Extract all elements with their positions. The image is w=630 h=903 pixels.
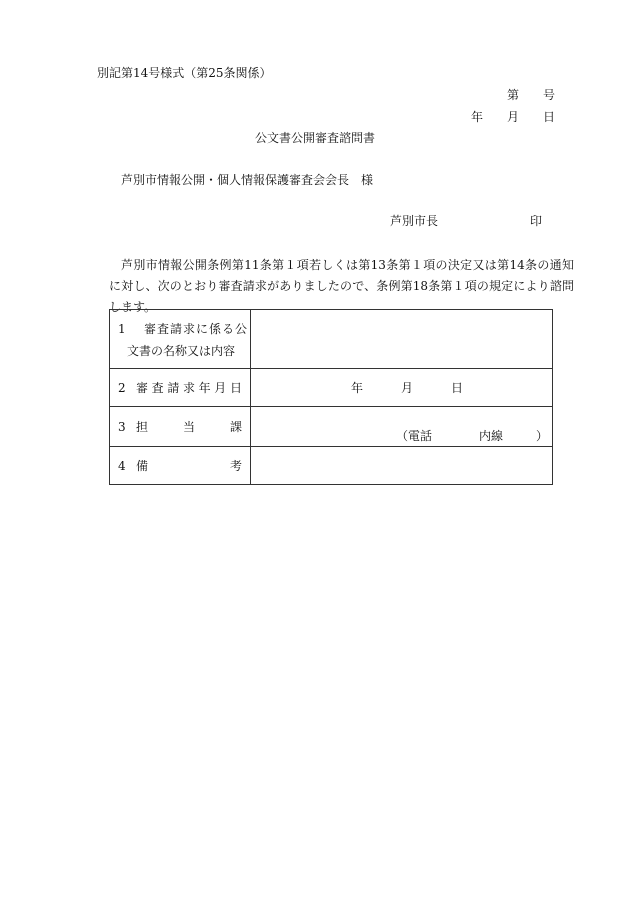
- phone-close-paren: ）: [536, 429, 549, 443]
- date-month-label: 月: [507, 110, 520, 124]
- document-number-label: 第: [507, 88, 520, 102]
- label-line-2: 文書の名称又は内容: [127, 344, 236, 358]
- row-label-remarks: 4 備 考: [110, 447, 251, 485]
- date-day-label: 日: [543, 110, 556, 124]
- table-row-department: [110, 407, 553, 447]
- seal-mark: 印: [530, 214, 543, 228]
- date-year-label: 年: [471, 110, 484, 124]
- request-table: [109, 309, 553, 485]
- remarks-value-cell[interactable]: [251, 447, 553, 485]
- request-date-value-cell[interactable]: [251, 369, 553, 407]
- row-label-subject: [110, 310, 251, 369]
- subject-value-cell[interactable]: [251, 310, 553, 369]
- row-label-department: 3 担 当 課: [110, 407, 251, 447]
- request-date-year: 年: [351, 381, 364, 395]
- document-title: 公文書公開審査諮問書: [254, 131, 375, 145]
- addressee: 芦別市情報公開・個人情報保護審査会会長 様: [121, 173, 374, 187]
- row-label-request-date: 2 審 査 請 求 年 月 日: [110, 369, 251, 407]
- sender-name: 芦別市長: [390, 214, 439, 228]
- document-number-suffix: 号: [543, 88, 556, 102]
- extension-label: 内線: [479, 429, 504, 443]
- row-number: 4: [118, 458, 126, 473]
- request-date-month: 月: [401, 381, 414, 395]
- table-row-request-date: [110, 369, 553, 407]
- phone-label: （電話: [396, 429, 433, 443]
- body-paragraph: 芦別市情報公開条例第11条第１項若しくは第13条第１項の決定又は第14条の通知に対し、次のとおり審査請求がありましたので、条例第18条第１項の規定により諮問します。: [109, 258, 574, 314]
- department-value-cell[interactable]: [251, 407, 553, 447]
- form-reference: 別記第14号様式（第25条関係）: [97, 66, 272, 80]
- row-number: 1: [118, 322, 127, 336]
- label-line-1: 審査請求に係る公: [144, 322, 249, 336]
- row-number: 2: [118, 380, 126, 395]
- request-date-day: 日: [451, 381, 464, 395]
- table-row-subject: [110, 310, 553, 369]
- row-number: 3: [118, 419, 126, 434]
- table-row-remarks: [110, 447, 553, 485]
